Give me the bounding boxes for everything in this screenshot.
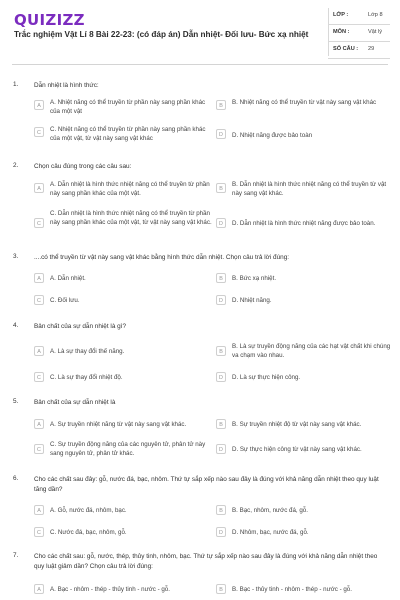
option-text: B. Là sự truyền động năng của các hạt vật chất khi chúng va chạm vào nhau.	[232, 343, 391, 360]
option-letter-box: C	[34, 127, 44, 137]
meta-row-class	[328, 8, 390, 25]
option-text: B. Bạc - thủy tinh - nhôm - thép - nước - gỗ.	[232, 586, 352, 593]
option-letter-box: A	[34, 584, 44, 594]
option-letter-box: B	[216, 584, 226, 594]
option-letter-box: A	[34, 505, 44, 515]
option-text: B. Nhiệt năng có thể truyền từ vật này sang vật khác	[232, 99, 377, 106]
option-letter-box: D	[216, 444, 226, 454]
option-letter-box: C	[34, 295, 44, 305]
option-letter-box: C	[34, 372, 44, 382]
option-letter-box: B	[216, 346, 226, 356]
option-text: C. Là sự thay đổi nhiệt độ.	[50, 374, 123, 381]
option-text: D. Dẫn nhiệt là hình thức nhiệt năng được bảo toàn.	[232, 220, 376, 227]
option-letter-box: D	[216, 129, 226, 139]
option-text: C. Dẫn nhiệt là hình thức nhiệt năng có thể truyền từ phần này sang phần khác của một vật, từ vật này sang vật khác.	[50, 210, 212, 227]
option-letter-box: B	[216, 505, 226, 515]
meta-value: Vật lý	[368, 29, 382, 35]
option-text: D. Là sự thực hiện công.	[232, 374, 301, 381]
meta-value: 29	[368, 46, 375, 52]
question-number: 7.	[13, 552, 19, 559]
option-letter-box: D	[216, 527, 226, 537]
option-letter-box: C	[34, 218, 44, 228]
option-letter-box: C	[34, 444, 44, 454]
question-text: Chọn câu đúng trong các câu sau:	[34, 163, 132, 170]
meta-value: Lớp 8	[368, 12, 383, 18]
option-text: A. Dẫn nhiệt là hình thức nhiệt năng có thể truyền từ phần này sang phần khác của một vật.	[50, 181, 210, 198]
option-letter-box: B	[216, 183, 226, 193]
option-letter-box: A	[34, 273, 44, 283]
meta-label: LỚP :	[333, 12, 349, 18]
option-text: B. Sự truyền nhiệt độ từ vật này sang vật khác.	[232, 421, 362, 428]
option-text: B. Bức xạ nhiệt.	[232, 275, 277, 282]
option-text: B. Bạc, nhôm, nước đá, gỗ.	[232, 507, 308, 514]
option-text: D. Nhiệt năng được bảo toàn	[232, 132, 313, 139]
option-letter-box: D	[216, 372, 226, 382]
option-text: C. Sự truyền động năng của các nguyên tử, phân tử này sang nguyên tử, phân tử khác.	[50, 441, 206, 458]
question-text: Cho các chất sau: gỗ, nước, thép, thủy tinh, nhôm, bạc. Thứ tự sắp xếp nào sau đây là đúng với khả năng dẫn nhiệt theo quy luật giảm dần? Chọn câu trả lời đúng:	[34, 553, 378, 570]
option-text: C. Đối lưu.	[50, 297, 80, 304]
option-text: B. Dẫn nhiệt là hình thức nhiệt năng có thể truyền từ vật này sang vật khác.	[232, 181, 387, 198]
question-text: Bản chất của sự dẫn nhiệt là	[34, 399, 116, 406]
question-number: 3.	[13, 253, 19, 260]
option-letter-box: B	[216, 273, 226, 283]
header-divider	[12, 64, 388, 65]
worksheet-title: Trắc nghiệm Vật Lí 8 Bài 22-23: (có đáp án) Dẫn nhiệt- Đối lưu- Bức xạ nhiệt	[14, 30, 309, 39]
worksheet-header	[0, 0, 400, 68]
question-text: Bản chất của sự dẫn nhiệt là gì?	[34, 323, 127, 330]
question-number: 5.	[13, 398, 19, 405]
option-letter-box: A	[34, 346, 44, 356]
meta-row-subject	[328, 25, 390, 42]
question-number: 2.	[13, 162, 19, 169]
option-text: C. Nhiệt năng có thể truyền từ phần này sang phần khác của một vật, từ vật này sang vật khác	[50, 126, 206, 143]
option-text: C. Nước đá, bạc, nhôm, gỗ.	[50, 529, 127, 536]
option-letter-box: A	[34, 419, 44, 429]
question-text: Dẫn nhiệt là hình thức:	[34, 82, 99, 89]
question-text: Cho các chất sau đây: gỗ, nước đá, bạc, nhôm. Thứ tự sắp xếp nào sau đây là đúng với khả năng dẫn nhiệt theo quy luật tăng dần?	[34, 476, 379, 493]
meta-row-count	[328, 42, 390, 59]
question-number: 6.	[13, 475, 19, 482]
option-text: A. Gỗ, nước đá, nhôm, bạc.	[50, 507, 127, 514]
option-text: D. Nhôm, bạc, nước đá, gỗ.	[232, 529, 309, 536]
option-letter-box: D	[216, 295, 226, 305]
question-text: ....có thể truyền từ vật này sang vật khác bằng hình thức dẫn nhiệt. Chọn câu trả lời đúng:	[34, 254, 290, 261]
quizizz-logo: QUIZIZZ	[14, 11, 85, 29]
meta-label: MÔN :	[333, 29, 350, 35]
meta-label: SỐ CÂU :	[333, 46, 359, 52]
question-number: 1.	[13, 81, 19, 88]
option-text: D. Nhiệt năng.	[232, 297, 272, 304]
option-text: A. Sự truyền nhiệt năng từ vật này sang vật khác.	[50, 421, 187, 428]
option-letter-box: A	[34, 183, 44, 193]
question-number: 4.	[13, 322, 19, 329]
option-text: A. Dẫn nhiệt.	[50, 275, 86, 282]
option-text: A. Bạc - nhôm - thép - thủy tinh - nước - gỗ.	[50, 586, 170, 593]
option-letter-box: B	[216, 100, 226, 110]
option-text: A. Là sự thay đổi thế năng.	[50, 348, 125, 355]
option-letter-box: C	[34, 527, 44, 537]
meta-box	[328, 8, 390, 59]
option-letter-box: D	[216, 218, 226, 228]
option-text: A. Nhiệt năng có thể truyền từ phần này sang phần khác của một vật	[50, 99, 206, 116]
option-letter-box: B	[216, 419, 226, 429]
option-text: D. Sự thực hiện công từ vật này sang vật khác.	[232, 446, 362, 453]
option-letter-box: A	[34, 100, 44, 110]
